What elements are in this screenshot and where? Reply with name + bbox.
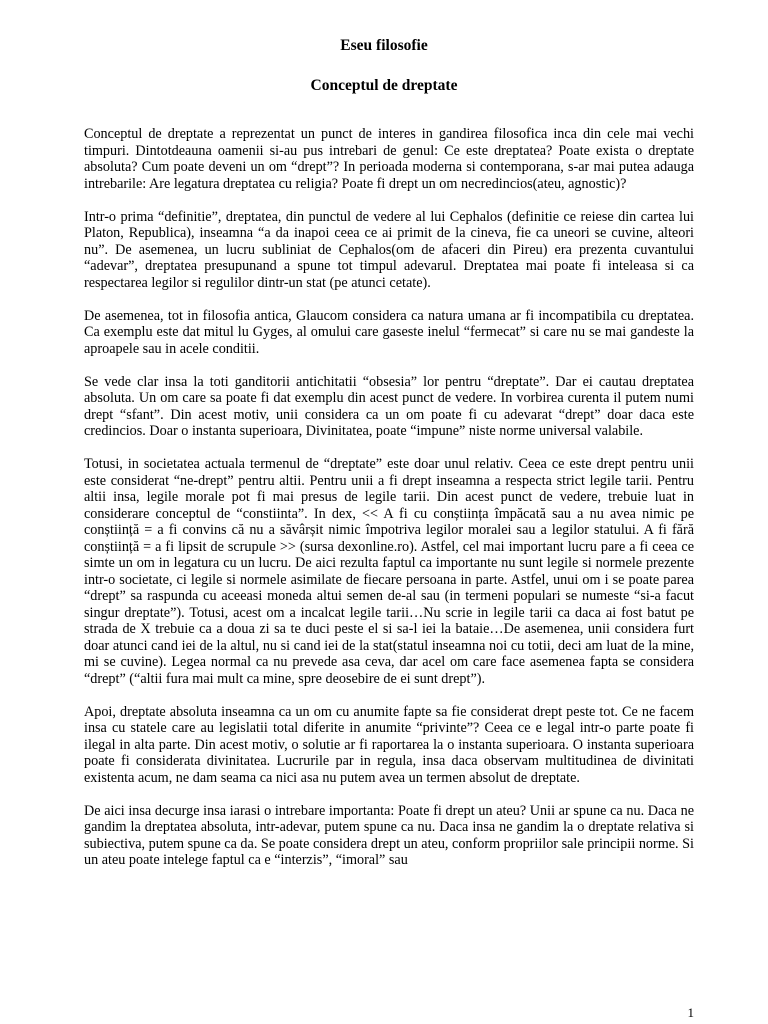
document-subtitle: Conceptul de dreptate xyxy=(310,77,458,94)
paragraph-intro: Conceptul de dreptate a reprezentat un punct de interes in gandirea filosofica inca din cele mai vechi timpuri. Dintotdeauna oamenii si-au pus intrebari de genul: Ce este dreptatea? Poate exista o dreptate absoluta? Cum poate deveni un om “drept”? In perioada moderna si contemporana, s-ar mai putea adauga intrebarile: Are legatura dreptatea cu religia? Poate fi drept un om necredincios(ateu, agnostic)? xyxy=(84,126,694,192)
paragraph-absolute-justice: Apoi, dreptate absoluta inseamna ca un om cu anumite fapte sa fie considerat drept peste tot. Ce ne facem insa cu statele care au legislatii total diferite in anumite “privinte”? Ceea ce e legal intr-o parte poate fi ilegal in alta parte. Din acest motiv, o solutie ar fi raportarea la o instanta superioara. O instanta superioara poate fi considerata divinitatea. Lucrurile par in regula, insa daca observam multitudinea de divinitati existenta acum, ne dam seama ca nici asa nu putem avea un termen absolut de dreptate. xyxy=(84,703,694,786)
paragraph-atheist: De aici insa decurge insa iarasi o intrebare importanta: Poate fi drept un ateu? Unii ar spune ca nu. Daca ne gandim la dreptatea absoluta, intr-adevar, putem spune ca nu. Daca insa ne gandim la o dreptate relativa si subiectiva, putem spune ca da. Se poate considera drept un ateu, conform propriilor sale principii norme. Si un ateu poate intelege faptul ca e “interzis”, “imoral” sau xyxy=(84,802,694,868)
document-title: Eseu filosofie xyxy=(340,37,428,54)
document-body xyxy=(84,126,694,885)
paragraph-cephalos: Intr-o prima “definitie”, dreptatea, din punctul de vedere al lui Cephalos (definitie ce reiese din cartea lui Platon, Republica), inseamna “a da inapoi ceea ce ai primit de la cineva, fie ca uneori se cuvine, alteori nu”. De asemenea, un lucru subliniat de Cephalos(om de afaceri din Pireu) era prezenta cuvantului “adevar”, dreptatea presupunand a spune tot timpul adevarul. Dreptatea mai poate fi inteleasa si ca respectarea legilor si regulilor dintr-un stat (pe atunci cetate). xyxy=(84,208,694,291)
paragraph-antiquity: Se vede clar insa la toti ganditorii antichitatii “obsesia” lor pentru “dreptate”. Dar ei cautau dreptatea absoluta. Un om care sa poate fi dat exemplu din acest punct de vedere. In vorbirea curenta il putem numi drept “sfant”. Din acest motiv, unii considera ca un om poate fi cu adevarat “drept” doar daca este credincios. Doar o instanta superioara, Divinitatea, poate “impune” niste norme universal valabile. xyxy=(84,373,694,439)
paragraph-glaucom: De asemenea, tot in filosofia antica, Glaucom considera ca natura umana ar fi incompatibila cu dreptatea. Ca exemplu este dat mitul lu Gyges, al omului care gaseste inelul “fermecat” si care nu se mai gandeste la aproapele sau in acele conditii. xyxy=(84,307,694,357)
paragraph-modern-society: Totusi, in societatea actuala termenul de “dreptate” este doar unul relativ. Ceea ce este drept pentru unii este considerat “ne-drept” pentru altii. Pentru unii a fi drept inseamna a respecta strict legile tarii. Pentru altii insa, legile morale pot fi mai presus de legile tarii. Din acest punct de vedere, trebuie luat in considerare conceptul de “constiinta”. In dex, << A fi cu conștiința împăcată sau a nu avea nimic pe conștiință = a fi convins că nu a săvârșit nimic împotriva legilor moralei sau a legilor statului. A fi fără conștiință = a fi lipsit de scrupule >> (sursa dexonline.ro). Astfel, cel mai important lucru pare a fi ceea ce simte un om in legatura cu un lucru. De aici rezulta faptul ca importante nu sunt legile si normele prezente intr-o societate, ci legile si normele asimilate de fiecare persoana in parte. Astfel, unui om i se poate parea “drept” sa raspunda cu aceeasi moneda altui semen de-al sau (in termeni populari se numeste “si-a facut singur dreptate”). Totusi, acest om a incalcat legile tarii…Nu scrie in legile tarii ca daca ai fost batut pe strada de X trebuie ca a doua zi sa te duci peste el si sa-l iei la bataie…De asemenea, unii considera furt doar atunci cand iei de la altul, nu si cand iei de la stat(statul inseamna noi cu totii, deci am luat de la mine, mi se cuvine). Legea normal ca nu prevede asa ceva, dar acel om care face asemenea fapta se considera “drept” (“altii fura mai mult ca mine, spre deosebire de ei sunt drept”). xyxy=(84,456,694,687)
page-number: 1 xyxy=(687,1005,694,1020)
